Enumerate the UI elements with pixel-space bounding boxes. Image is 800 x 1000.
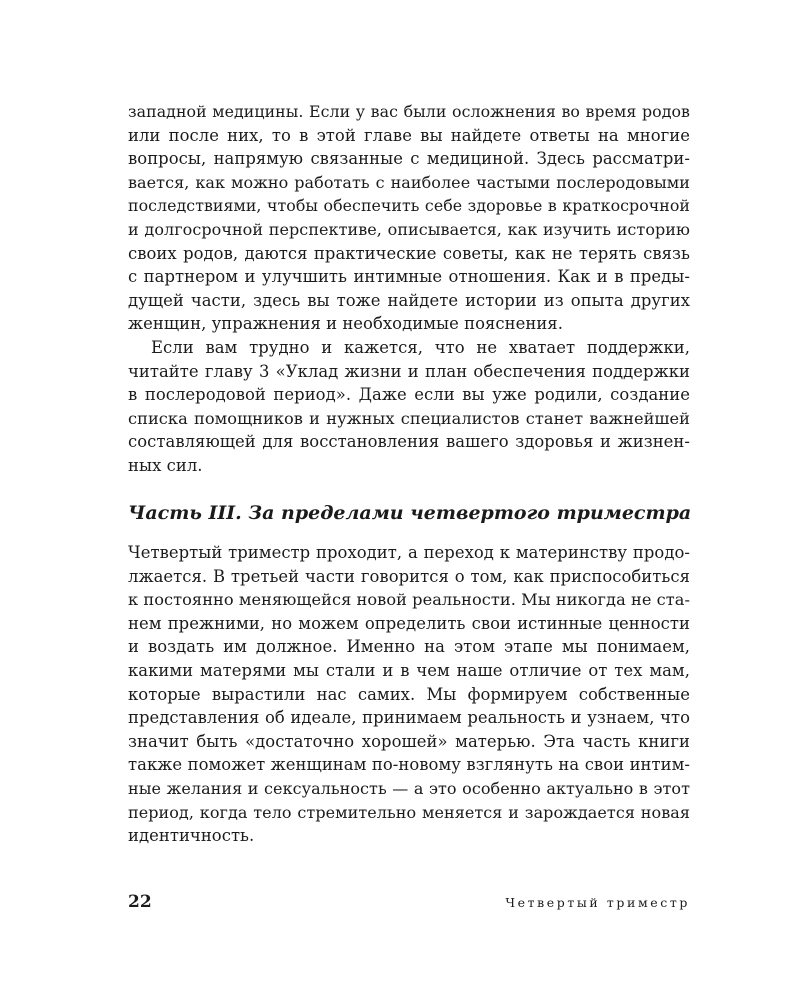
text-line: женщин, упражнения и необходимые пояснения. [128,314,563,334]
text-line: лжается. В третьей части говорится о том, как приспособиться [128,566,690,586]
text-line: идентичность. [128,826,255,846]
text-line: и воздать им должное. Именно на этом этапе мы понимаем, [128,637,690,657]
text-line: Четвертый триместр проходит, а переход к материнству продо- [128,543,690,562]
text-line: или после них, то в этой главе вы найдете ответы на многие [128,125,690,145]
text-line: списка помощников и нужных специалистов станет важнейшей [128,408,690,428]
body-text-upper [128,100,690,478]
text-line: к постоянно меняющейся новой реальности. Мы никогда не ста- [128,590,690,610]
text-line: также поможет женщинам по-новому взглянуть на свои интим- [128,755,690,775]
text-line: которые вырастили нас самих. Мы формируем собственные [128,684,690,704]
text-line: период, когда тело стремительно меняется и зарождается новая [128,802,690,822]
text-line: вается, как можно работать с наиболее частыми послеродовыми [128,172,690,192]
text-line: своих родов, даются практические советы, как не терять связь [128,243,690,263]
body-text-lower [128,541,690,848]
text-line: читайте главу 3 «Уклад жизни и план обеспечения поддержки [128,361,690,381]
text-line: и долгосрочной перспективе, описывается, как изучить историю [128,219,690,239]
paragraph-3 [128,541,690,848]
text-line: составляющей для восстановления вашего здоровья и жизнен- [128,432,690,452]
text-line: дущей части, здесь вы тоже найдете истории из опыта других [128,290,690,310]
section-heading: Часть III. За пределами четвертого триместра [128,502,692,524]
text-line: какими матерями мы стали и в чем наше отличие от тех мам, [128,660,690,680]
text-line: ные желания и сексуальность — а это особенно актуально в этот [128,778,690,798]
running-title: Четвертый триместр [505,895,690,910]
text-line: Если вам трудно и кажется, что не хватает поддержки, [151,337,690,357]
text-line: нем прежними, но можем определить свои истинные ценности [128,613,690,633]
text-line: в послеродовой период». Даже если вы уже родили, создание [128,385,690,405]
text-line: последствиями, чтобы обеспечить себе здоровье в краткосрочной [128,196,690,216]
paragraph-1 [128,100,690,336]
text-line: с партнером и улучшить интимные отношения. Как и в преды- [128,267,690,287]
page-number: 22 [128,892,152,912]
text-line: вопросы, напрямую связанные с медициной. Здесь рассматри- [128,149,690,169]
text-line: ных сил. [128,455,203,475]
text-line: западной медицины. Если у вас были осложнения во время родов [128,102,690,121]
paragraph-2 [128,336,690,478]
text-line: значит быть «достаточно хорошей» матерью. Эта часть книги [128,731,690,751]
text-line: представления об идеале, принимаем реальность и узнаем, что [128,708,690,728]
